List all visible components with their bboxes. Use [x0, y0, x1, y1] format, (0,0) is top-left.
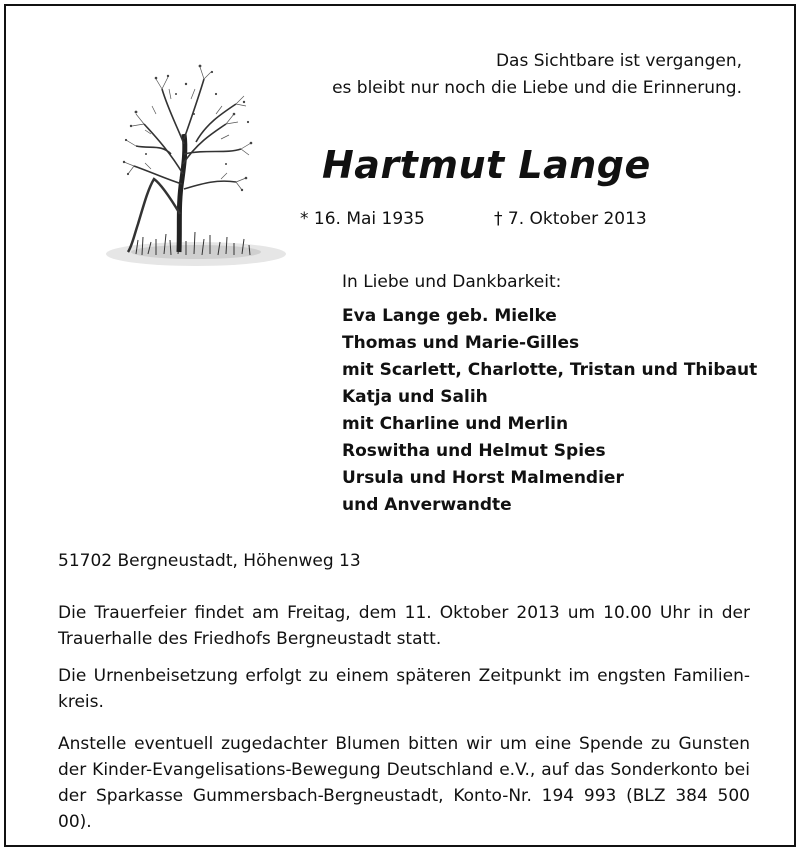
urn-burial-paragraph: Die Urnenbeisetzung erfolgt zu einem späteren Zeitpunkt im engsten Familien-kreis.	[58, 666, 750, 712]
quote-line-2: es bleibt nur noch die Liebe und die Erinnerung.	[332, 78, 742, 98]
mourner-line: Eva Lange geb. Mielke	[342, 306, 557, 326]
donation-paragraph: Anstelle eventuell zugedachter Blumen bitten wir um eine Spende zu Gunsten der Kinder-Evangelisations-Bewegung Deutschland e.V., auf das Sonderkonto bei der Sparkasse Gummersbach-Bergneustadt, Konto-Nr. 194 993 (BLZ 384 500 00).	[58, 734, 750, 832]
mourners-intro: In Liebe und Dankbarkeit:	[342, 272, 562, 292]
mourner-line: mit Charline und Merlin	[342, 414, 569, 434]
death-date: † 7. Oktober 2013	[494, 209, 647, 229]
mourners-list	[342, 303, 757, 519]
mourner-line: Ursula und Horst Malmendier	[342, 468, 624, 488]
mourner-line: mit Scarlett, Charlotte, Tristan und Thibaut	[342, 360, 758, 380]
mourner-line: Katja und Salih	[342, 387, 488, 407]
birth-date: * 16. Mai 1935	[300, 209, 425, 229]
ceremony-paragraph: Die Trauerfeier findet am Freitag, dem 11. Oktober 2013 um 10.00 Uhr in der Trauerhalle des Friedhofs Bergneustadt statt.	[58, 603, 750, 649]
quote-line-1: Das Sichtbare ist vergangen,	[495, 51, 742, 71]
mourner-line: Roswitha und Helmut Spies	[342, 441, 606, 461]
deceased-name: Hartmut Lange	[322, 143, 651, 187]
family-address: 51702 Bergneustadt, Höhenweg 13	[58, 551, 361, 571]
mourner-line: Thomas und Marie-Gilles	[342, 333, 580, 353]
mourner-line: und Anverwandte	[342, 495, 512, 515]
obituary-notice	[4, 4, 796, 847]
tree-illustration-icon	[76, 54, 286, 286]
memorial-quote	[332, 48, 742, 102]
